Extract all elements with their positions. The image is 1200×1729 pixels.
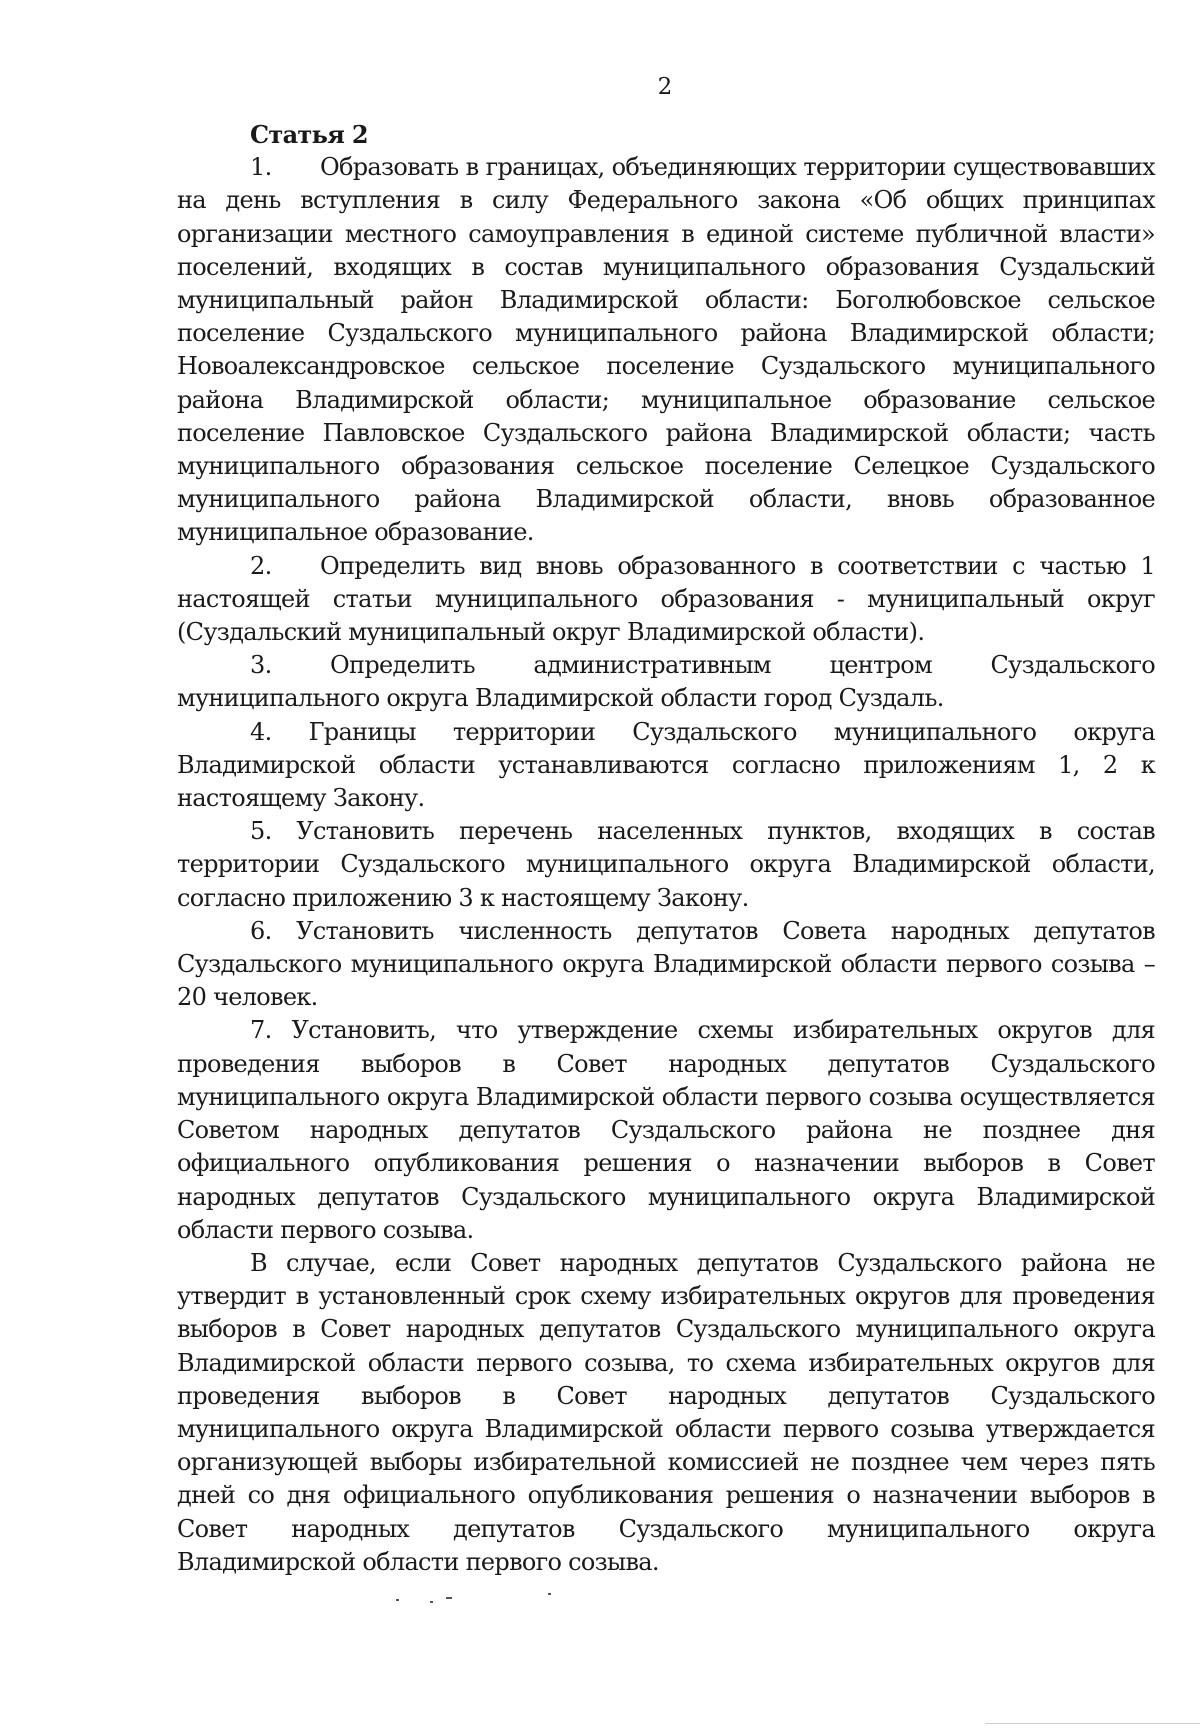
article-paragraph-4: 4. Границы территории Суздальского муниципального округа Владимирской области устанавливаются согласно приложениям 1, 2 к настоящему Закону. <box>177 717 1155 813</box>
article-paragraph-5: 5. Установить перечень населенных пунктов, входящих в состав территории Суздальского муниципального округа Владимирской области, согласно приложению 3 к настоящему Закону. <box>177 817 1155 912</box>
scan-artifact <box>446 1597 452 1599</box>
scan-artifact <box>985 1723 1200 1724</box>
article-title: Статья 2 <box>250 120 368 149</box>
article-body <box>177 118 1155 1579</box>
article-paragraph-3: 3. Определить административным центром Суздальского муниципального округа Владимирской области город Суздаль. <box>177 651 1155 713</box>
page-number: 2 <box>657 74 673 100</box>
scan-artifact <box>430 1601 433 1603</box>
article-paragraph-2 <box>177 550 1155 650</box>
article-paragraph-6: 6. Установить численность депутатов Совета народных депутатов Суздальского муниципального округа Владимирской области первого созыва – 20 человек. <box>177 916 1155 1012</box>
article-paragraph-1 <box>177 151 1155 549</box>
paragraph-number: 1. <box>250 153 272 182</box>
scan-artifact <box>396 1599 399 1601</box>
paragraph-text: Образовать в границах, объединяющих территории существовавших на день вступления в силу Федерального закона «Об общих принципах организации местного самоуправления в единой системе публичной власти» поселений, входящих в состав муниципального образования Суздальский муниципальный район Владимирской области: Боголюбовское сельское поселение Суздальского муниципального района Владимирской области; Новоалександровское сельское поселение Суздальского муниципального района Владимирской области; муниципальное образование сельское поселение Павловское Суздальского района Владимирской области; часть муниципального образования сельское поселение Селецкое Суздальского муниципального района Владимирской области, вновь образованное муниципальное образование. <box>177 153 1155 547</box>
article-paragraph-7-continuation: В случае, если Совет народных депутатов Суздальского района не утвердит в установленный срок схему избирательных округов для проведения выборов в Совет народных депутатов Суздальского муниципального округа Владимирской области первого созыва, то схема избирательных округов для проведения выборов в Совет народных депутатов Суздальского муниципального округа Владимирской области первого созыва утверждается организующей выборы избирательной комиссией не позднее чем через пять дней со дня официального опубликования решения о назначении выборов в Совет народных депутатов Суздальского муниципального округа Владимирской области первого созыва. <box>177 1248 1155 1576</box>
scan-artifact <box>548 1593 551 1595</box>
article-paragraph-7: 7. Установить, что утверждение схемы избирательных округов для проведения выборов в Совет народных депутатов Суздальского муниципального округа Владимирской области первого созыва осуществляется Советом народных депутатов Суздальского района не позднее дня официального опубликования решения о назначении выборов в Совет народных депутатов Суздальского муниципального округа Владимирской области первого созыва. <box>177 1016 1155 1244</box>
paragraph-number: 2. <box>250 551 272 580</box>
paragraph-text: Определить вид вновь образованного в соответствии с частью 1 настоящей статьи муниципального образования - муниципальный округ (Суздальский муниципальный округ Владимирской области). <box>177 551 1155 647</box>
